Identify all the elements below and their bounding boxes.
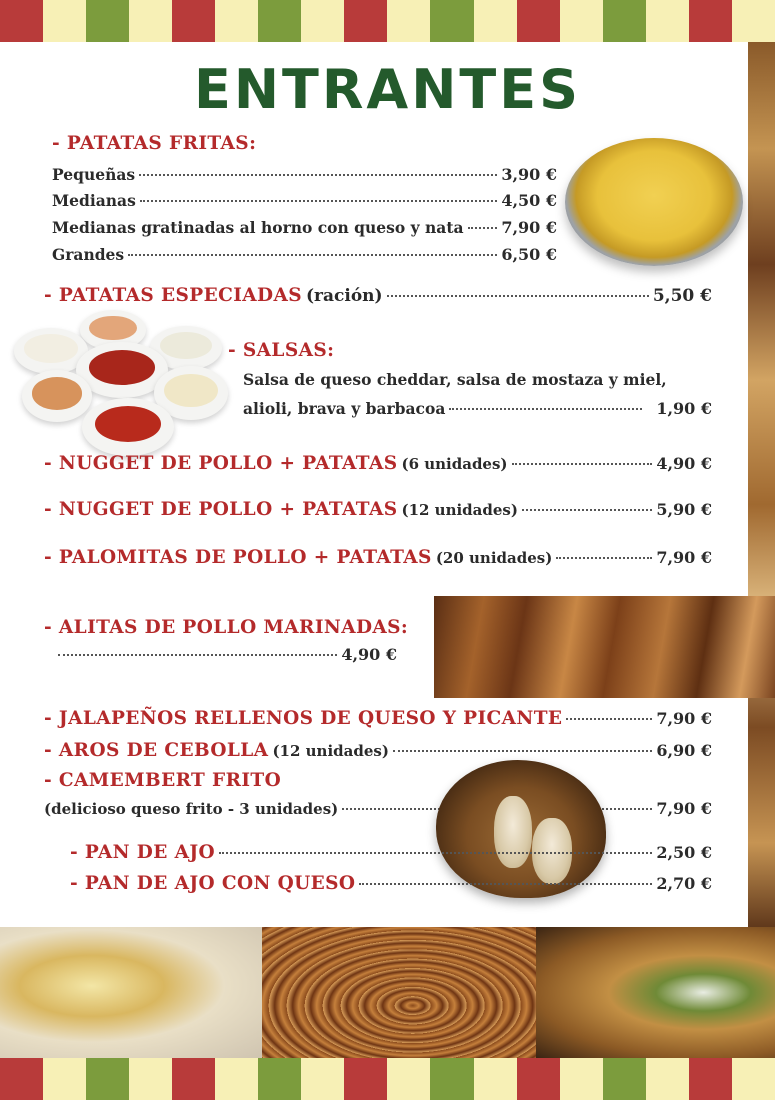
bottom-stripe-border xyxy=(0,1058,775,1100)
item-price: 2,50 € xyxy=(656,843,712,862)
page-title: ENTRANTES xyxy=(193,58,582,121)
item-label: - AROS DE CEBOLLA xyxy=(44,740,269,761)
menu-row-patatas-especiadas xyxy=(44,285,712,306)
item-label: - PAN DE AJO xyxy=(70,842,215,863)
item-price: 5,90 € xyxy=(656,500,712,519)
item-price: 2,70 € xyxy=(656,874,712,893)
menu-row-pequenas xyxy=(52,165,557,184)
item-label: - JALAPEÑOS RELLENOS DE QUESO Y PICANTE xyxy=(44,708,563,729)
item-label: Medianas gratinadas al horno con queso y nata xyxy=(52,218,464,237)
item-price: 3,90 € xyxy=(501,165,557,184)
item-note: (delicioso queso frito - 3 unidades) xyxy=(44,800,339,818)
menu-row-grandes xyxy=(52,245,557,264)
menu-row-pan-ajo-queso xyxy=(70,873,712,894)
item-label: Medianas xyxy=(52,191,136,210)
item-price: 4,90 € xyxy=(656,454,712,473)
item-price: 4,50 € xyxy=(501,191,557,210)
item-note: (ración) xyxy=(306,286,383,306)
menu-row-pan-ajo xyxy=(70,842,712,863)
salsas-description-line1: Salsa de queso cheddar, salsa de mostaza y miel, xyxy=(243,370,667,389)
item-label: - PAN DE AJO CON QUESO xyxy=(70,873,356,894)
menu-row-jalapenos xyxy=(44,708,712,729)
item-label: - PALOMITAS DE POLLO + PATATAS xyxy=(44,547,432,568)
menu-row-nugget-6 xyxy=(44,453,712,474)
item-label: alioli, brava y barbacoa xyxy=(243,399,446,418)
menu-row-alitas xyxy=(58,645,397,664)
item-price: 7,90 € xyxy=(656,709,712,728)
item-price: 7,90 € xyxy=(501,218,557,237)
item-label: - PATATAS ESPECIADAS xyxy=(44,285,302,306)
item-note: (6 unidades) xyxy=(401,455,508,473)
jalapenos-photo xyxy=(536,927,775,1058)
camembert-heading: - CAMEMBERT FRITO xyxy=(44,770,282,791)
sauces-photo xyxy=(10,306,228,456)
item-price: 6,90 € xyxy=(656,741,712,760)
item-price: 6,50 € xyxy=(501,245,557,264)
menu-row-medianas-gratinadas xyxy=(52,218,557,237)
side-food-photo xyxy=(748,42,775,932)
menu-row-medianas xyxy=(52,191,557,210)
patatas-fritas-heading: - PATATAS FRITAS: xyxy=(52,133,257,154)
menu-row-nugget-12 xyxy=(44,499,712,520)
alitas-heading: - ALITAS DE POLLO MARINADAS: xyxy=(44,617,409,638)
item-price: 4,90 € xyxy=(341,645,397,664)
bottom-photo-strip xyxy=(0,927,775,1058)
chicken-wings-photo xyxy=(434,596,775,698)
item-price: 7,90 € xyxy=(656,799,712,818)
item-note: (20 unidades) xyxy=(435,549,553,567)
menu-row-aros-cebolla xyxy=(44,740,712,761)
menu-row-camembert xyxy=(44,799,712,818)
item-label: - NUGGET DE POLLO + PATATAS xyxy=(44,453,398,474)
menu-row-palomitas xyxy=(44,547,712,568)
item-price: 5,50 € xyxy=(652,286,712,306)
onion-rings-photo xyxy=(262,927,536,1058)
salsas-heading: - SALSAS: xyxy=(228,340,335,361)
camembert-photo xyxy=(0,927,262,1058)
menu-row-salsas xyxy=(243,399,712,418)
item-label: - NUGGET DE POLLO + PATATAS xyxy=(44,499,398,520)
top-stripe-border xyxy=(0,0,775,42)
item-note: (12 unidades) xyxy=(401,501,518,519)
item-price: 1,90 € xyxy=(656,399,712,418)
item-label: Pequeñas xyxy=(52,165,136,184)
item-note: (12 unidades) xyxy=(272,742,389,760)
fries-bowl-photo xyxy=(565,138,743,266)
item-price: 7,90 € xyxy=(656,548,712,567)
item-label: Grandes xyxy=(52,245,125,264)
